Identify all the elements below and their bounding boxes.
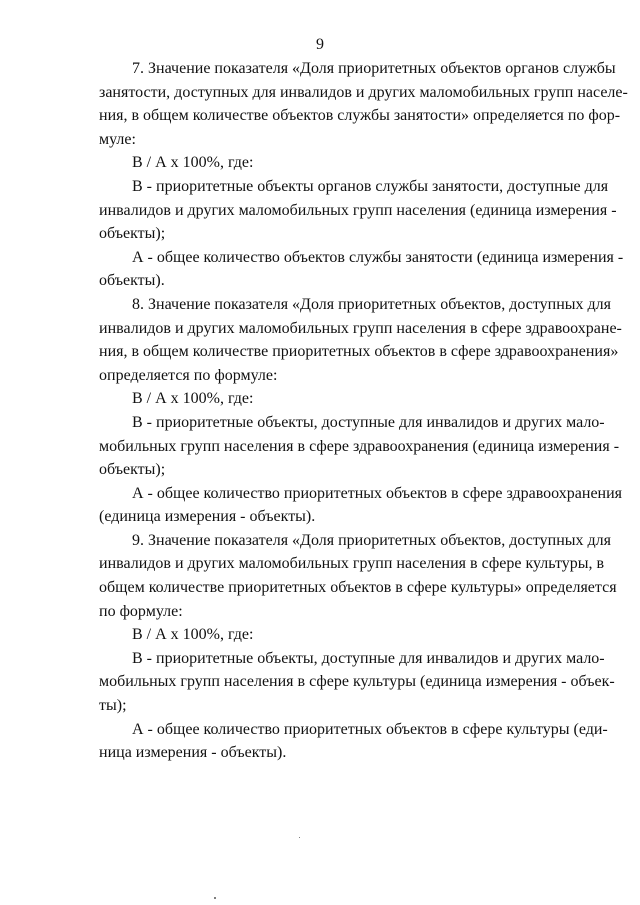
text-line: инвалидов и других маломобильных групп населения в сфере культуры, в: [99, 555, 605, 573]
text-line: объекты);: [99, 461, 166, 479]
text-line: мобильных групп населения в сфере здравоохранения (единица измерения -: [99, 437, 620, 455]
paragraph: [99, 246, 624, 293]
text-line: А - общее количество объектов службы занятости (единица измерения -: [132, 248, 624, 266]
text-line: 8. Значение показателя «Доля приоритетных объектов, доступных для: [132, 295, 611, 313]
text-line: А - общее количество приоритетных объектов в сфере культуры (еди-: [132, 720, 608, 738]
text-line: ния, в общем количестве приоритетных объектов в сфере здравоохранения»: [99, 343, 619, 361]
page-number: 9: [316, 36, 324, 53]
text-line: В / А х 100%, где:: [132, 626, 254, 644]
paragraph: [99, 623, 603, 647]
paragraph: [99, 293, 622, 387]
paragraph: [99, 387, 603, 411]
paragraph: [99, 151, 603, 175]
text-line: ница измерения - объекты).: [99, 744, 287, 762]
text-line: В / А х 100%, где:: [132, 154, 254, 172]
text-line: инвалидов и других маломобильных групп населения в сфере здравоохране-: [99, 319, 622, 337]
scan-speck: [299, 837, 300, 838]
text-line: определяется по формуле:: [99, 366, 278, 384]
paragraph: [99, 718, 608, 765]
text-line: по формуле:: [99, 602, 183, 620]
text-line: объекты);: [99, 225, 166, 243]
paragraph: [99, 529, 617, 623]
text-line: ния, в общем количестве объектов службы занятости» определяется по фор-: [99, 107, 621, 125]
paragraph: [99, 57, 628, 151]
text-line: занятости, доступных для инвалидов и других маломобильных групп населе-: [99, 83, 628, 101]
text-line: объекты).: [99, 272, 165, 290]
paragraph: [99, 175, 617, 246]
text-line: ты);: [99, 697, 127, 715]
text-line: муле:: [99, 130, 136, 148]
text-line: 9. Значение показателя «Доля приоритетных объектов, доступных для: [132, 531, 611, 549]
text-line: (единица измерения - объекты).: [99, 508, 316, 526]
paragraph: [99, 482, 623, 529]
text-line: А - общее количество приоритетных объектов в сфере здравоохранения: [132, 484, 623, 502]
text-line: В - приоритетные объекты, доступные для инвалидов и других мало-: [132, 413, 605, 431]
text-line: В - приоритетные объекты органов службы занятости, доступные для: [132, 177, 609, 195]
paragraph: [99, 647, 615, 718]
text-line: мобильных групп населения в сфере культуры (единица измерения - объек-: [99, 673, 615, 691]
text-line: В - приоритетные объекты, доступные для инвалидов и других мало-: [132, 649, 605, 667]
scan-speck: [214, 897, 216, 899]
text-line: 7. Значение показателя «Доля приоритетных объектов органов службы: [132, 60, 616, 77]
text-line: В / А х 100%, где:: [132, 390, 254, 408]
paragraph: [99, 411, 620, 482]
document-body: [99, 57, 628, 765]
text-line: инвалидов и других маломобильных групп населения (единица измерения -: [99, 201, 617, 219]
text-line: общем количестве приоритетных объектов в сфере культуры» определяется: [99, 579, 617, 597]
